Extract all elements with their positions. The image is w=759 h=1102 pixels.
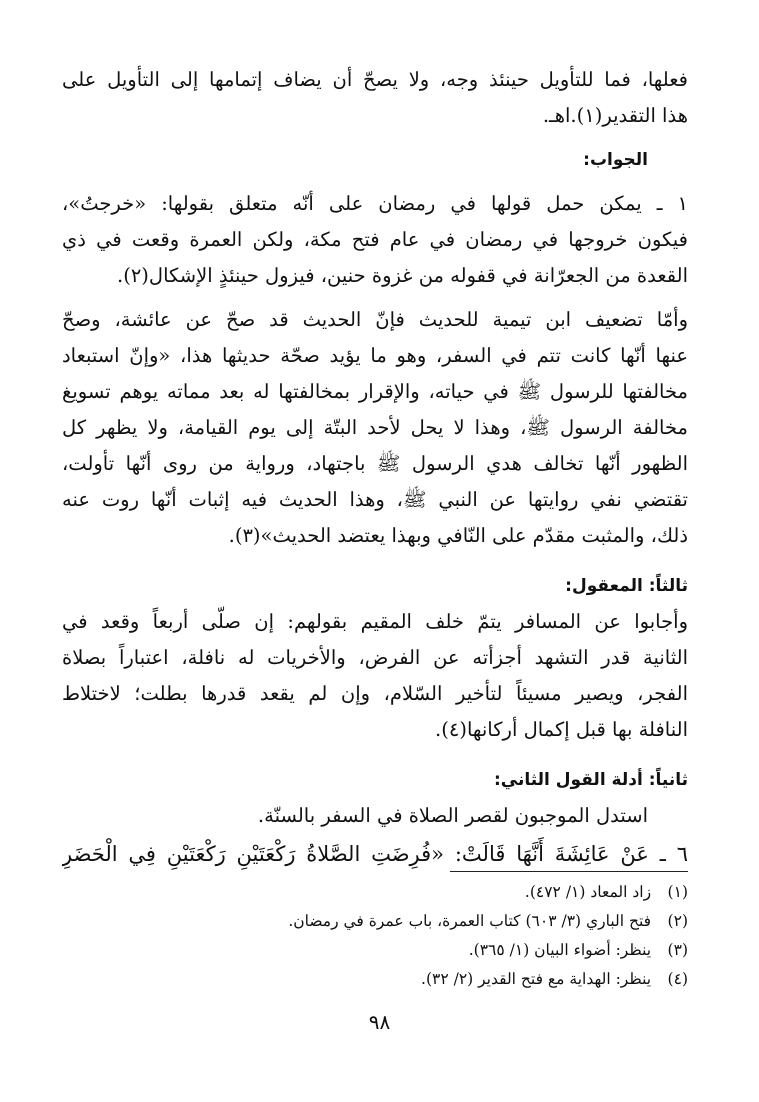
text-line: ذلك، والمثبت مقدّم على النّافي وبهذا يعتضد الحديث»(٣). — [228, 524, 688, 547]
text-line: وأمّا تضعيف ابن تيمية للحديث فإنّ الحديث قد صحّ عن عائشة، وصحّ — [62, 308, 688, 331]
paragraph-1 — [62, 62, 688, 134]
third-heading: ثالثاً: المعقول: — [565, 576, 688, 596]
text-line: مخالفتها للرسول ﷺ في حياته، والإقرار بمخالفتها له بعد مماته يوهم تسويغ — [62, 380, 688, 403]
paragraph-2 — [62, 186, 688, 294]
paragraph-4 — [62, 604, 688, 748]
text-line: وأجابوا عن المسافر يتمّ خلف المقيم بقولهم: إن صلّى أربعاً وقعد في — [62, 610, 688, 633]
footnote-item — [128, 907, 688, 936]
text-line: ١ ـ يمكن حمل قولها في رمضان على أنّه متعلق بقولها: «خرجتُ»، — [62, 192, 688, 215]
text-line: القعدة من الجعرّانة في قفوله من غزوة حنين، فيزول حينئذٍ الإشكال(٢). — [117, 264, 688, 287]
text-line: هذا التقدير(١).اهـ. — [542, 104, 688, 127]
text-line: الثانية قدر التشهد أجزأته عن الفرض، والأخريات له نافلة، اعتباراً بصلاة — [62, 646, 688, 669]
footnote-text: زاد المعاد (١/ ٤٧٢). — [524, 883, 652, 901]
second-heading: ثانياً: أدلة القول الثاني: — [493, 770, 688, 790]
footnote-number: (٣) — [667, 941, 688, 959]
text-line: النافلة بها قبل إكمال أركانها(٤). — [435, 718, 688, 741]
footnote-item — [128, 936, 688, 965]
hadith-line: ٦ ـ عَنْ عَائِشَةَ أَنَّهَا قَالَتْ: «فُرِضَتِ الصَّلاةُ رَكْعَتَيْنِ رَكْعَتَيْنِ فِي الْحَضَرِ — [62, 842, 688, 866]
answer-heading: الجواب: — [583, 150, 648, 170]
paragraph-5 — [62, 798, 688, 834]
footnote-text: فتح الباري (٣/ ٦٠٣) كتاب العمرة، باب عمرة في رمضان. — [288, 912, 652, 930]
footnote-divider — [450, 871, 688, 872]
footnote-text: ينظر: أضواء البيان (١/ ٣٦٥). — [468, 941, 652, 959]
text-line: مخالفة الرسول ﷺ، وهذا لا يحل لأحد البتّة إلى يوم القيامة، ولا يظهر كل — [62, 416, 688, 439]
text-line: الظهور أنّها تخالف هدي الرسول ﷺ باجتهاد، ورواية من روى أنّها تأولت، — [62, 452, 688, 475]
footnote-item — [128, 965, 688, 994]
text-line: استدل الموجبون لقصر الصلاة في السفر بالسنّة. — [257, 804, 648, 827]
footnotes — [128, 878, 688, 994]
footnote-item — [128, 878, 688, 907]
page-body — [62, 62, 688, 874]
text-line: تقتضي نفي روايتها عن النبي ﷺ، وهذا الحديث فيه إثبات أنّها روت عنه — [62, 488, 688, 511]
footnote-number: (١) — [667, 883, 688, 901]
text-line: فعلها، فما للتأويل حينئذ وجه، ولا يصحّ أن يضاف إتمامها إلى التأويل على — [62, 68, 688, 91]
footnote-number: (٤) — [667, 970, 688, 988]
text-line: الفجر، ويصير مسيئاً لتأخير السّلام، وإن لم يقعد قدرها بطلت؛ لاختلاط — [62, 682, 688, 705]
footnote-text: ينظر: الهداية مع فتح القدير (٢/ ٣٢). — [421, 970, 652, 988]
text-line: فيكون خروجها في رمضان في عام فتح مكة، ولكن العمرة وقعت في ذي — [62, 228, 688, 251]
page-number: ٩٨ — [368, 1010, 391, 1034]
text-line: عنها أنّها كانت تتم في السفر، وهو ما يؤيد صحّة حديثها هذا، «وإنّ استبعاد — [62, 344, 688, 367]
footnote-number: (٢) — [667, 912, 688, 930]
paragraph-3 — [62, 302, 688, 554]
